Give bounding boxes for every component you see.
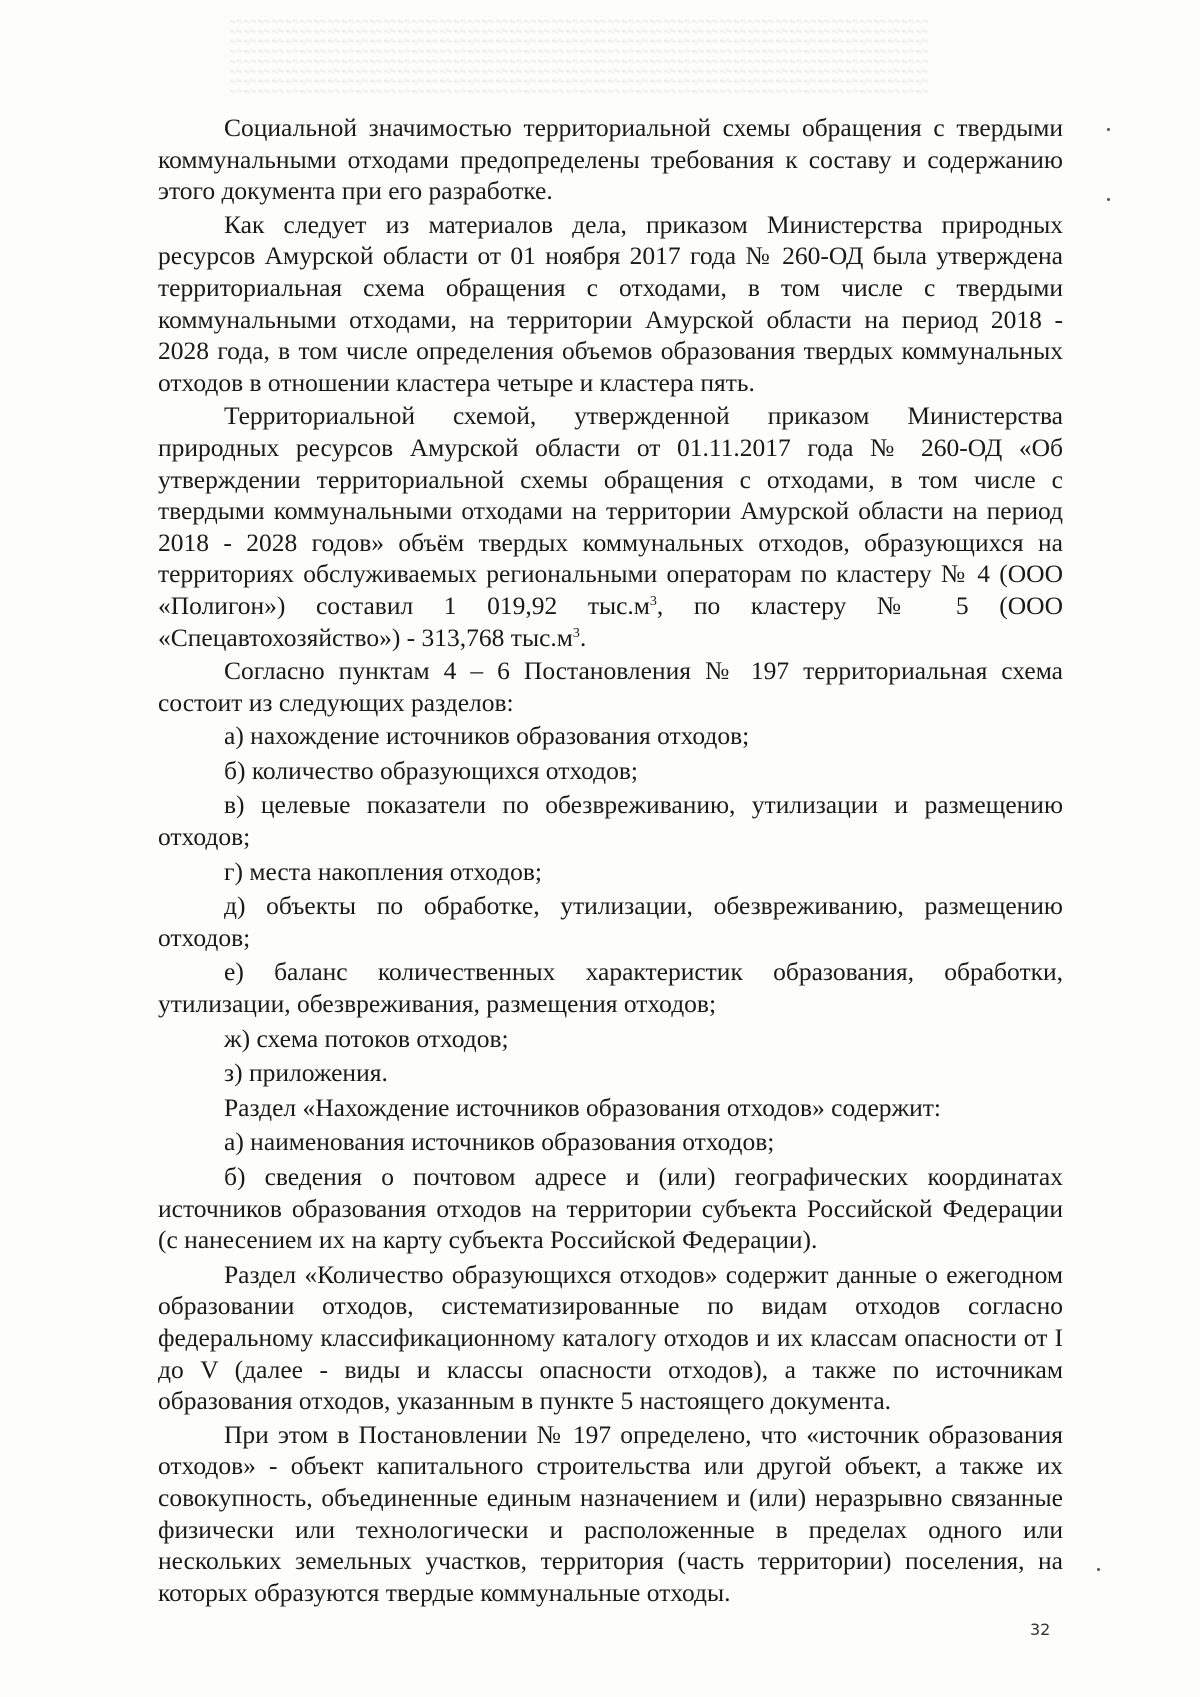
- list-item: з) приложения.: [224, 1058, 388, 1088]
- scan-speck: [1107, 128, 1110, 131]
- list-item: а) наименования источников образования отходов;: [224, 1127, 775, 1157]
- paragraph-text: , по кластеру № 5 (ООО «Спецавтохозяйство») - 313,768 тыс.м: [158, 590, 1063, 652]
- paragraph: Раздел «Количество образующихся отходов» содержит данные о ежегодном образовании отходов, систематизированные по видам отходов согласно федеральному классификационному каталогу отходов и их классам опасности от I до V (далее - виды и классы опасности отходов), а также по источникам образования отходов, указанным в пункте 5 настоящего документа.: [158, 1259, 1063, 1416]
- paragraph: Социальной значимостью территориальной схемы обращения с твердыми коммунальными отходами предопределены требования к составу и содержанию этого документа при его разработке.: [158, 113, 1063, 206]
- paragraph: Как следует из материалов дела, приказом Министерства природных ресурсов Амурской области от 01 ноября 2017 года № 260-ОД была утверждена территориальная схема обращения с отходами, в том числе с твердыми коммунальными отходами, на территории Амурской области на период 2018 - 2028 года, в том числе определения объемов образования твердых коммунальных отходов в отношении кластера четыре и кластера пять.: [158, 209, 1063, 397]
- paragraph-text: Территориальной схемой, утвержденной приказом Министерства природных ресурсов Амурской области от 01.11.2017 года № 260-ОД «Об утверждении территориальной схемы обращения с отходами, в том числе с твердыми коммунальными отходами на территории Амурской области на период 2018 - 2028 годов» объём твердых коммунальных отходов, образующихся на территориях обслуживаемых региональными операторам по кластеру № 4 (ООО «Полигон») составил 1 019,92 тыс.м: [158, 401, 1063, 620]
- superscript: 3: [572, 625, 580, 641]
- page-number: 32: [1030, 1620, 1051, 1639]
- list-item: е) баланс количественных характеристик образования, обработки, утилизации, обезвреживания, размещения отходов;: [158, 957, 1063, 1019]
- list-item: Раздел «Нахождение источников образования отходов» содержит:: [224, 1092, 942, 1122]
- list-item: г) места накопления отходов;: [224, 856, 542, 886]
- paragraph: [158, 400, 1063, 653]
- list-item: б) сведения о почтовом адресе и (или) географических координатах источников образования отходов на территории субъекта Российской Федерации (с нанесением их на карту субъекта Российской Федерации).: [158, 1162, 1063, 1255]
- superscript: 3: [649, 593, 657, 609]
- paragraph: При этом в Постановлении № 197 определено, что «источник образования отходов» - объект капитального строительства или другой объект, а также их совокупность, объединенные единым назначением и (или) неразрывно связанные физически или технологически и расположенные в пределах одного или нескольких земельных участков, территория (часть территории) поселения, на которых образуются твердые коммунальные отходы.: [158, 1419, 1063, 1607]
- list-item: б) количество образующихся отходов;: [224, 755, 639, 785]
- list-item: а) нахождение источников образования отходов;: [224, 721, 750, 751]
- paragraph: Согласно пунктам 4 – 6 Постановления № 197 территориальная схема состоит из следующих разделов:: [158, 656, 1063, 717]
- scan-speck: [1107, 198, 1110, 201]
- scan-speck: [1097, 1568, 1100, 1571]
- paragraph-text: .: [579, 622, 587, 652]
- list-item: ж) схема потоков отходов;: [224, 1023, 509, 1053]
- list-item: в) целевые показатели по обезвреживанию, утилизации и размещению отходов;: [158, 790, 1063, 852]
- list-item: д) объекты по обработке, утилизации, обезвреживанию, размещению отходов;: [158, 891, 1063, 952]
- document-body: [158, 112, 1063, 1610]
- scan-artifact: [230, 18, 930, 98]
